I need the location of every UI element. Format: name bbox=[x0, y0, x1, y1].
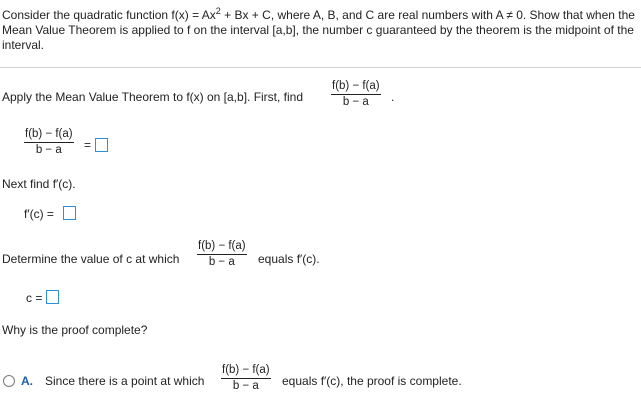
eq1-equals: = bbox=[84, 138, 92, 152]
step1-text: Apply the Mean Value Theorem to f(x) on [a,b]. First, find bbox=[2, 90, 304, 104]
fraction-eq1: f(b) − f(a) b − a bbox=[25, 128, 73, 156]
option-a-radio[interactable] bbox=[3, 375, 15, 387]
fraction-step3: f(b) − f(a) b − a bbox=[198, 240, 246, 268]
fraction-step1: f(b) − f(a) b − a bbox=[332, 80, 380, 108]
step1-period: . bbox=[391, 90, 395, 104]
problem-statement: Consider the quadratic function $f(x) = Ax^2 + Bx + C$, where A, B, and C are real numbers with A ≠ 0. Show that when the Mean Value Theorem is applied to f on the interval [a,b], the number c guaranteed by the theorem is the midpoint of the interval. bbox=[2, 6, 635, 52]
option-a-suffix[interactable]: equals f′(c), the proof is complete. bbox=[282, 374, 462, 388]
step3-prefix: Determine the value of c at which bbox=[2, 252, 180, 266]
step3-suffix: equals f′(c). bbox=[258, 252, 320, 266]
answer-box-1[interactable] bbox=[95, 138, 108, 152]
answer-box-2[interactable] bbox=[63, 206, 76, 220]
exponent: 2 bbox=[215, 6, 221, 16]
eq3-label: c = bbox=[26, 291, 43, 305]
answer-box-3[interactable] bbox=[46, 290, 59, 304]
step2-text: Next find f′(c). bbox=[2, 177, 76, 191]
fraction-option-a[interactable]: f(b) − f(a) b − a bbox=[222, 364, 270, 392]
question-text: Why is the proof complete? bbox=[2, 323, 148, 337]
option-a-letter[interactable]: A. bbox=[21, 374, 33, 388]
option-a-prefix[interactable]: Since there is a point at which bbox=[45, 374, 205, 388]
eq2-label: f′(c) = bbox=[24, 207, 54, 221]
divider bbox=[0, 67, 641, 68]
